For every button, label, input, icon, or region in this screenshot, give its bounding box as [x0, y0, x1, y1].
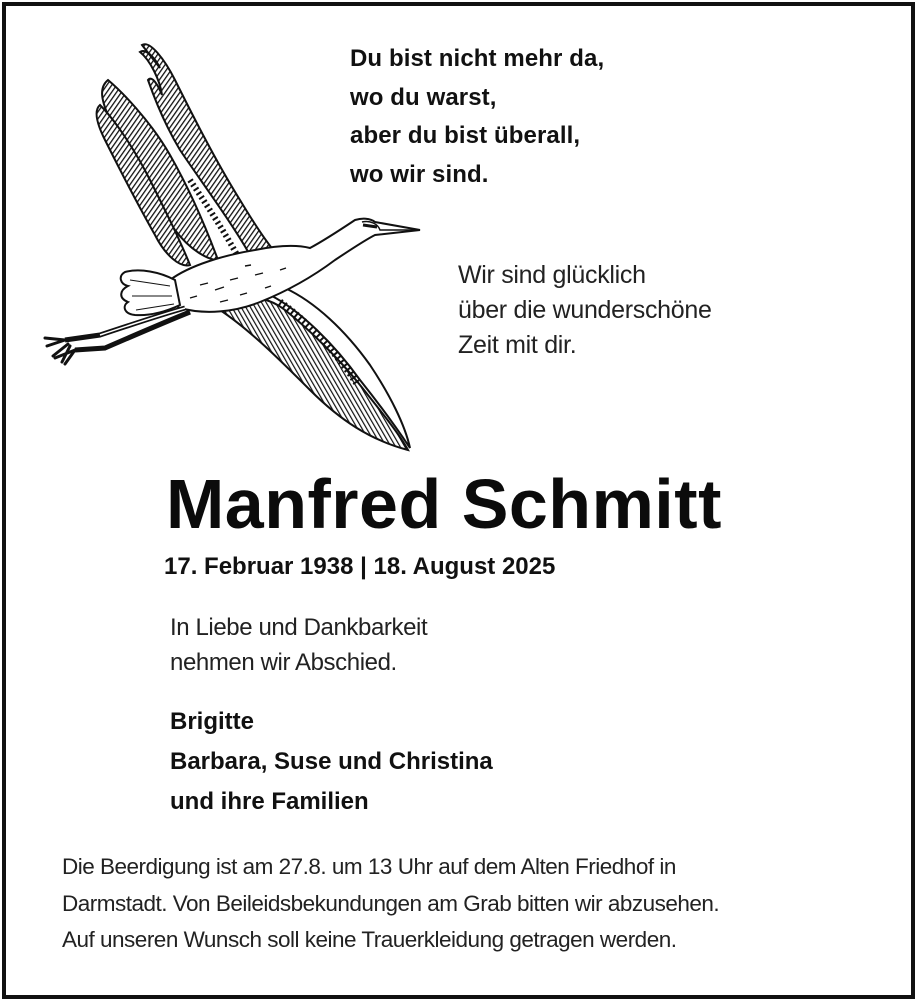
- gratitude-line: Zeit mit dir.: [458, 331, 577, 359]
- mourner-line: Barbara, Suse und Christina: [170, 748, 493, 775]
- funeral-notice: [62, 849, 719, 959]
- mourner-line: und ihre Familien: [170, 788, 369, 815]
- mourners-list: [170, 702, 493, 822]
- gratitude-text: [458, 258, 712, 363]
- farewell-text: [170, 610, 427, 680]
- poem-line: aber du bist überall,: [350, 122, 581, 149]
- mourner-line: Brigitte: [170, 708, 254, 735]
- gratitude-line: Wir sind glücklich: [458, 261, 646, 289]
- poem-line: wo wir sind.: [350, 160, 489, 188]
- funeral-line: Darmstadt. Von Beileidsbekundungen am Grab bitten wir abzusehen.: [62, 890, 720, 916]
- funeral-line: Auf unseren Wunsch soll keine Trauerkleidung getragen werden.: [62, 927, 677, 952]
- poem-line: wo du warst,: [350, 83, 497, 111]
- poem-line: Du bist nicht mehr da,: [350, 45, 605, 72]
- poem-quote: [350, 40, 604, 194]
- funeral-line: Die Beerdigung ist am 27.8. um 13 Uhr auf dem Alten Friedhof in: [62, 854, 676, 879]
- deceased-name: Manfred Schmitt: [166, 465, 722, 543]
- life-dates: 17. Februar 1938 | 18. August 2025: [164, 553, 556, 580]
- gratitude-line: über die wunderschöne: [458, 296, 712, 324]
- farewell-line: In Liebe und Dankbarkeit: [170, 614, 428, 641]
- farewell-line: nehmen wir Abschied.: [170, 649, 397, 676]
